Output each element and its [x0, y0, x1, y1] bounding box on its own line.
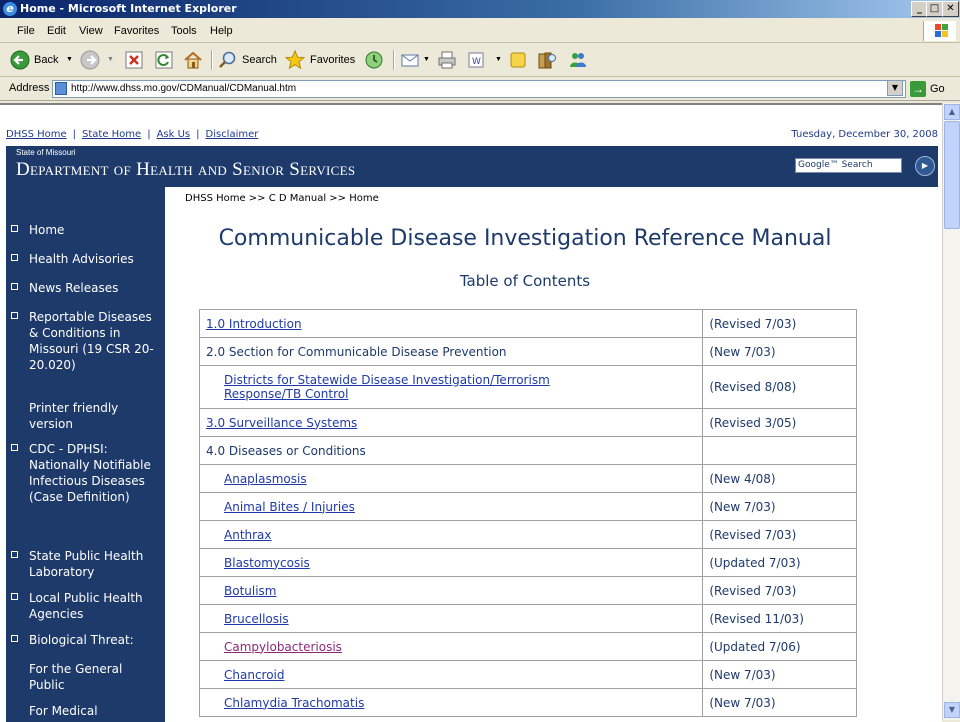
toc-title: Table of Contents	[459, 272, 591, 290]
toc-status: (New 7/03)	[703, 689, 857, 717]
back-dropdown-icon[interactable]: ▼	[66, 56, 73, 63]
table-row	[200, 310, 857, 338]
toc-heading: 2.0 Section for Communicable Disease Prevention	[200, 338, 703, 366]
toolbar	[0, 44, 960, 77]
toc-link[interactable]: Botulism	[224, 583, 277, 598]
table-row	[200, 409, 857, 437]
messenger-button[interactable]	[568, 48, 590, 72]
back-button[interactable]: Back ▼	[10, 48, 76, 72]
scroll-down-icon[interactable]: ▼	[944, 702, 960, 718]
menu-edit[interactable]: Edit	[47, 25, 66, 37]
link-state-home[interactable]: State Home	[82, 129, 142, 140]
table-row	[200, 661, 857, 689]
toc-link[interactable]: 1.0 Introduction	[206, 316, 302, 331]
address-url[interactable]: http://www.dhss.mo.gov/CDManual/CDManual.htm	[71, 83, 297, 94]
mail-button[interactable]	[400, 48, 432, 72]
home-button[interactable]	[183, 48, 205, 72]
stop-button[interactable]	[124, 48, 146, 72]
toc-status: (New 7/03)	[703, 493, 857, 521]
toc-status: (Revised 3/05)	[703, 409, 857, 437]
banner-department: Department of Health and Senior Services	[16, 159, 356, 180]
table-row	[200, 338, 857, 366]
top-links: DHSS Home | State Home | Ask Us | Disclaimer	[6, 129, 259, 140]
table-row	[200, 605, 857, 633]
forward-button[interactable]	[80, 48, 120, 72]
research-button[interactable]	[537, 48, 559, 72]
mail-icon	[400, 50, 420, 70]
toc-link[interactable]: Chancroid	[224, 667, 285, 682]
menu-help[interactable]: Help	[210, 25, 233, 37]
table-row	[200, 689, 857, 717]
table-row	[200, 633, 857, 661]
favorites-button[interactable]: Favorites	[285, 48, 357, 72]
table-row	[200, 437, 857, 465]
scroll-thumb[interactable]	[944, 121, 960, 229]
breadcrumb: DHSS Home >> C D Manual >> Home	[185, 193, 379, 204]
close-button[interactable]: ✕	[942, 1, 959, 17]
link-disclaimer[interactable]: Disclaimer	[205, 129, 259, 140]
search-icon	[218, 50, 238, 70]
toc-link[interactable]: Blastomycosis	[224, 555, 310, 570]
toc-status: (Revised 8/08)	[703, 366, 857, 409]
toc-status: (New 7/03)	[703, 338, 857, 366]
menu-view[interactable]: View	[79, 25, 103, 37]
toolbar-separator	[211, 50, 213, 70]
stop-icon	[124, 50, 144, 70]
back-arrow-icon	[10, 50, 30, 70]
menu-bar	[0, 20, 960, 43]
bullet-icon	[11, 225, 18, 232]
forward-dropdown-icon[interactable]: ▼	[107, 56, 114, 63]
toc-status: (New 7/03)	[703, 661, 857, 689]
toolbar-separator	[393, 50, 395, 70]
maximize-button[interactable]: □	[926, 1, 943, 17]
toc-status: (Revised 7/03)	[703, 577, 857, 605]
menu-favorites[interactable]: Favorites	[114, 25, 160, 37]
edit-dropdown-icon[interactable]: ▼	[495, 56, 502, 63]
page-icon	[55, 82, 67, 95]
refresh-icon	[154, 50, 174, 70]
address-input[interactable]	[52, 80, 906, 98]
toc-link[interactable]: Chlamydia Trachomatis	[224, 695, 365, 710]
table-row	[200, 521, 857, 549]
toc-link[interactable]: 3.0 Surveillance Systems	[206, 415, 358, 430]
research-icon	[537, 50, 557, 70]
go-button[interactable]: → Go	[912, 82, 945, 96]
search-button[interactable]: Search	[218, 48, 280, 72]
search-go-icon[interactable]: ▶	[915, 156, 935, 176]
word-edit-icon	[466, 50, 486, 70]
bullet-icon	[11, 635, 18, 642]
page-viewport	[0, 103, 942, 722]
toc-link[interactable]: Brucellosis	[224, 611, 289, 626]
table-row	[200, 366, 857, 409]
media-button[interactable]	[364, 48, 386, 72]
table-row	[200, 577, 857, 605]
scroll-up-icon[interactable]: ▲	[944, 104, 960, 120]
note-icon	[508, 50, 528, 70]
toc-status: (Updated 7/06)	[703, 633, 857, 661]
vertical-scrollbar[interactable]	[942, 103, 960, 720]
edit-button[interactable]	[466, 48, 502, 72]
toc-link[interactable]: Anthrax	[224, 527, 272, 542]
bullet-icon	[11, 312, 18, 319]
media-history-icon	[364, 50, 384, 70]
link-dhss-home[interactable]: DHSS Home	[6, 129, 67, 140]
banner-state: State of Missouri	[16, 148, 76, 157]
toc-status: (Revised 7/03)	[703, 521, 857, 549]
home-icon	[183, 50, 203, 70]
toc-status: (Revised 11/03)	[703, 605, 857, 633]
printer-icon	[437, 50, 457, 70]
toc-table	[199, 309, 857, 717]
table-row	[200, 493, 857, 521]
left-nav: Home Health Advisories News Releases Reportable Diseases & Conditions in Missouri (19 CSR 20-20.020) Printer friendly version CDC - DPHSI: Nationally Notifiable Infectious Diseases (Case Definition) State Public Health Laboratory Local Public Health Agencies Biological Threat: For the General Public For Medical	[6, 187, 165, 722]
bullet-icon	[11, 283, 18, 290]
forward-arrow-icon	[80, 50, 100, 70]
bullet-icon	[11, 551, 18, 558]
table-row	[200, 465, 857, 493]
windows-logo-icon	[923, 21, 956, 41]
google-search-input[interactable]: Google™ Search	[795, 158, 902, 173]
svg-text:W: W	[472, 57, 481, 67]
address-label: Address	[9, 82, 50, 94]
go-arrow-icon: →	[912, 82, 924, 96]
toc-status: (Revised 7/03)	[703, 310, 857, 338]
minimize-button[interactable]: _	[911, 1, 928, 17]
link-ask-us[interactable]: Ask Us	[156, 129, 191, 140]
window-title-bar	[0, 0, 960, 18]
toc-status: (New 4/08)	[703, 465, 857, 493]
menu-file[interactable]: File	[17, 25, 35, 37]
star-icon	[285, 50, 305, 70]
toc-heading: 4.0 Diseases or Conditions	[200, 437, 703, 465]
toc-link[interactable]: Districts for Statewide Disease Investigation/Terrorism Response/TB Control	[224, 373, 550, 401]
window-title: Home - Microsoft Internet Explorer	[20, 2, 237, 15]
table-row	[200, 549, 857, 577]
toc-status: (Updated 7/03)	[703, 549, 857, 577]
page-title: Communicable Disease Investigation Reference Manual	[218, 226, 832, 251]
refresh-button[interactable]	[154, 48, 176, 72]
mail-dropdown-icon[interactable]: ▼	[423, 56, 430, 63]
bullet-icon	[11, 444, 18, 451]
print-button[interactable]	[437, 48, 459, 72]
toc-link[interactable]: Campylobacteriosis	[224, 639, 342, 654]
menu-tools[interactable]: Tools	[171, 25, 197, 37]
messenger-icon	[568, 50, 588, 70]
ie-icon: e	[3, 2, 17, 16]
address-dropdown-icon[interactable]: ▼	[887, 80, 903, 96]
current-date: Tuesday, December 30, 2008	[791, 129, 938, 140]
toc-status	[703, 437, 857, 465]
toc-link[interactable]: Anaplasmosis	[224, 471, 307, 486]
address-bar	[0, 78, 960, 101]
site-banner	[6, 146, 938, 187]
discuss-button[interactable]	[508, 48, 530, 72]
bullet-icon	[11, 254, 18, 261]
bullet-icon	[11, 593, 18, 600]
toc-link[interactable]: Animal Bites / Injuries	[224, 499, 355, 514]
